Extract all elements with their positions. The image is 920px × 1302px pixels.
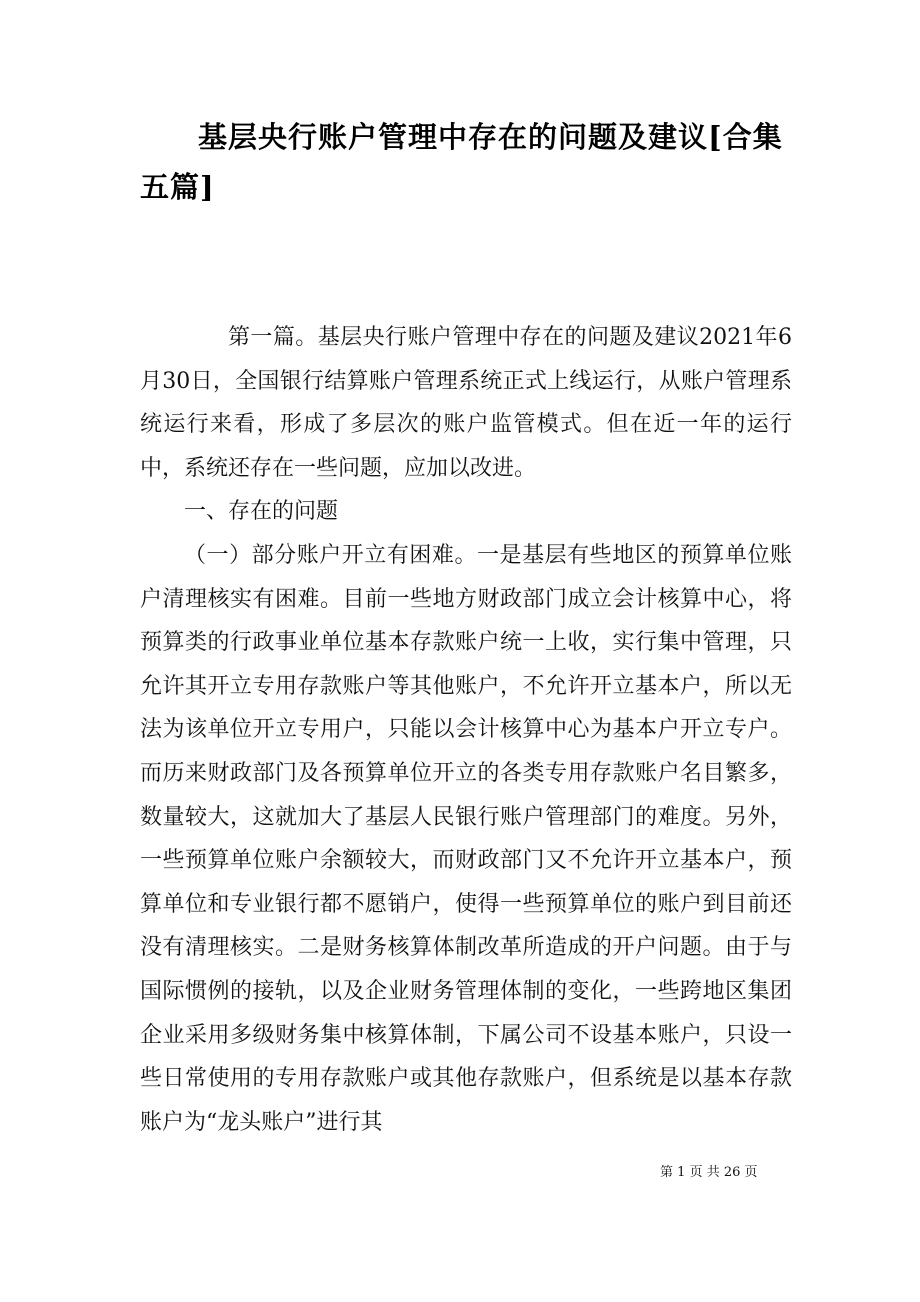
footer-total-pages: 26 [723,1165,741,1180]
document-title: 基层央行账户管理中存在的问题及建议[合集五篇] [140,120,783,204]
paragraph-intro: 第一篇。基层央行账户管理中存在的问题及建议2021年6月30日，全国银行结算账户管理系统正式上线运行，从账户管理系统运行来看，形成了多层次的账户监管模式。但在近一年的运行中，系统还存在一些问题，应加以改进。 [140,325,792,481]
paragraph-issue-one: （一）部分账户开立有困难。一是基层有些地区的预算单位账户清理核实有困难。目前一些地方财政部门成立会计核算中心，将预算类的行政事业单位基本存款账户统一上收，实行集中管理，只允许其开立专用存款账户等其他账户，不允许开立基本户，所以无法为该单位开立专用户，只能以会计核算中心为基本户开立专户。而历来财政部门及各预算单位开立的各类专用存款账户名目繁多，数量较大，这就加大了基层人民银行账户管理部门的难度。另外，一些预算单位账户余额较大，而财政部门又不允许开立基本户，预算单位和专业银行都不愿销户，使得一些预算单位的账户到目前还没有清理核实。二是财务核算体制改革所造成的开户问题。由于与国际惯例的接轨，以及企业财务管理体制的变化，一些跨地区集团企业采用多级财务集中核算体制，下属公司不设基本账户，只设一些日常使用的专用存款账户或其他存款账户，但系统是以基本存款账户为“龙头账户”进行其 [140,542,792,1135]
footer-prefix: 第 [660,1165,674,1180]
document-body [140,316,792,1144]
footer-middle: 页 共 [689,1165,720,1180]
footer-page-number: 1 [677,1165,686,1180]
page-footer [660,1164,860,1182]
section-heading: 一、存在的问题 [184,499,339,525]
footer-suffix: 页 [744,1165,758,1180]
